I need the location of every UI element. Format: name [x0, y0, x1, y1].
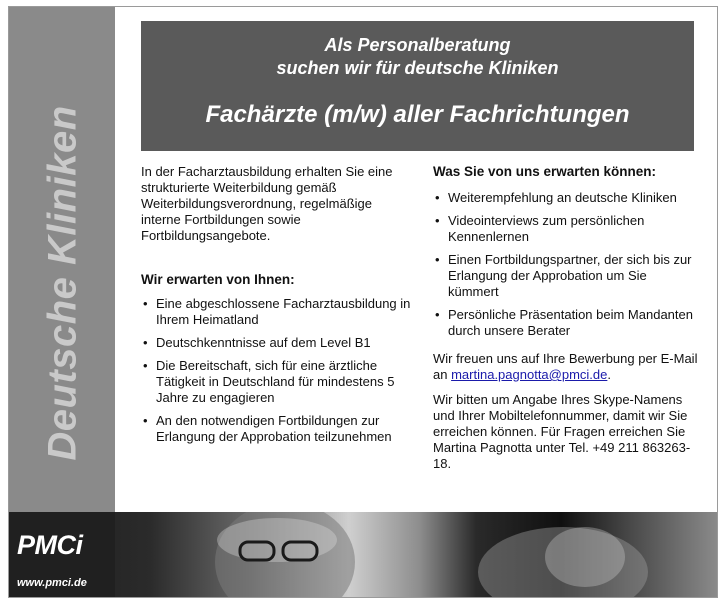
requirements-list: [141, 296, 411, 445]
benefits-list: [433, 190, 698, 339]
sidebar-vertical-text: Deutsche Kliniken: [40, 105, 85, 461]
ad-frame: [8, 6, 718, 598]
sidebar: [9, 7, 115, 512]
requirements-heading: Wir erwarten von Ihnen:: [141, 272, 295, 287]
list-item: • Persönliche Präsentation beim Mandanten durch unsere Berater: [433, 307, 698, 339]
contact-text: Wir bitten um Angabe Ihres Skype-Namens und Ihrer Mobiltelefonnummer, damit wir Sie erreichen können. Für Fragen erreichen Sie Martina Pagnotta unter Tel. +49 211 863263-18.: [433, 392, 691, 471]
apply-text: [433, 351, 698, 383]
company-logo: [9, 512, 115, 597]
left-column: [141, 164, 411, 452]
benefits-heading: Was Sie von uns erwarten können:: [433, 164, 657, 179]
header-banner: [141, 21, 694, 151]
list-item: • Die Bereitschaft, sich für eine ärztliche Tätigkeit in Deutschland für mindestens 5 Jahre zu engagieren: [141, 358, 411, 406]
list-item: • An den notwendigen Fortbildungen zur Erlangung der Approbation teilzunehmen: [141, 413, 411, 445]
header-line-1: Als Personalberatung: [324, 35, 511, 55]
apply-text-end: .: [607, 367, 611, 382]
apply-text-lead: Wir freuen uns auf Ihre Bewerbung per E-Mail an: [433, 351, 698, 382]
intro-text: In der Facharztausbildung erhalten Sie eine strukturierte Weiterbildung gemäß Weiterbildungsverordnung, regelmäßige interne Fortbildungen sowie Fortbildungsangebote.: [141, 164, 393, 243]
header-title: Fachärzte (m/w) aller Fachrichtungen: [205, 101, 630, 128]
email-link[interactable]: martina.pagnotta@pmci.de: [451, 367, 608, 382]
doctors-photo-image: [115, 512, 717, 597]
list-item: • Einen Fortbildungspartner, der sich bis zur Erlangung der Approbation um Sie kümmert: [433, 252, 698, 300]
header-line-2: suchen wir für deutsche Kliniken: [276, 58, 559, 78]
list-item: • Weiterempfehlung an deutsche Kliniken: [433, 190, 698, 206]
list-item: • Eine abgeschlossene Facharztausbildung in Ihrem Heimatland: [141, 296, 411, 328]
logo-text: PMCi: [17, 530, 83, 560]
footer-photo-strip: [9, 512, 717, 597]
right-column: [433, 164, 698, 472]
list-item: • Videointerviews zum persönlichen Kennenlernen: [433, 213, 698, 245]
list-item: • Deutschkenntnisse auf dem Level B1: [141, 335, 411, 351]
logo-url: www.pmci.de: [17, 577, 87, 589]
